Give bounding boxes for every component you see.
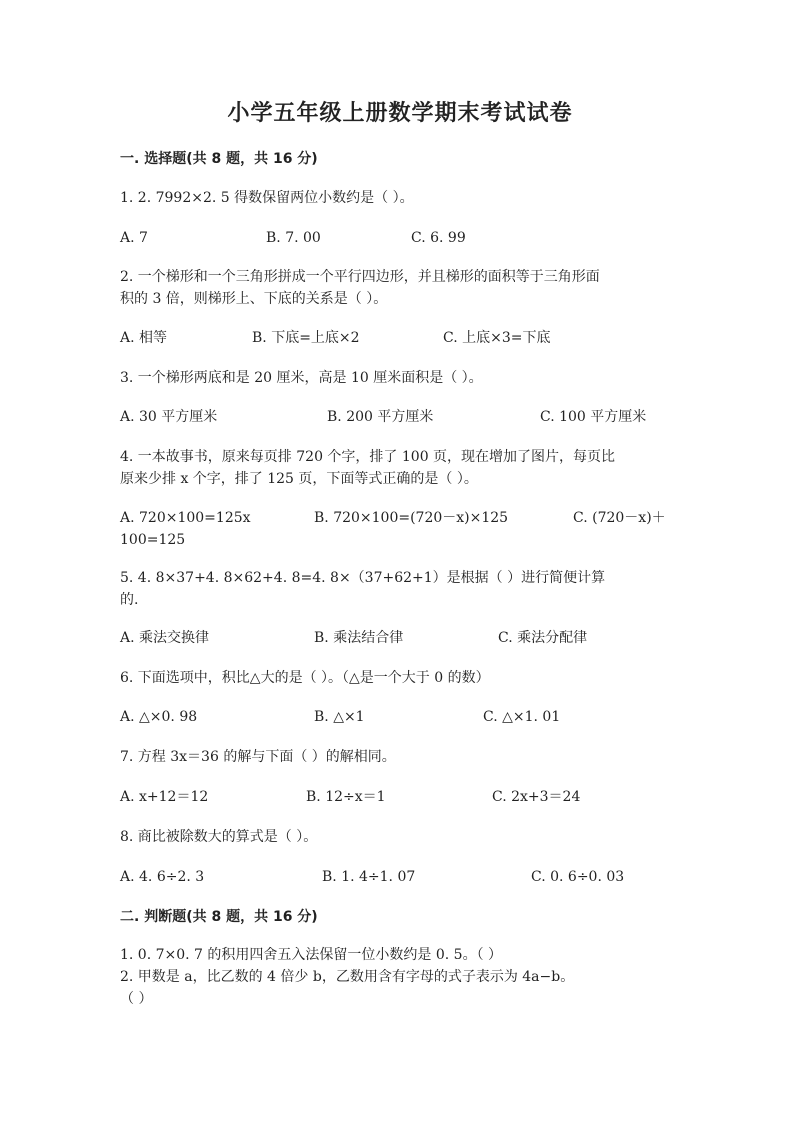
answer-blank: （ ） bbox=[120, 991, 153, 1007]
question-text: 4. 一本故事书，原来每页排 720 个字，排了 100 页，现在增加了图片，每页比 bbox=[120, 449, 616, 465]
option-c: C. 2x+3＝24 bbox=[492, 789, 581, 805]
question-text: 7. 方程 3x＝36 的解与下面（ ）的解相同。 bbox=[120, 749, 396, 765]
question-text: 2. 一个梯形和一个三角形拼成一个平行四边形，并且梯形的面积等于三角形面 bbox=[120, 269, 600, 285]
option-c: C. 100 平方厘米 bbox=[540, 409, 647, 425]
option-b: B. 200 平方厘米 bbox=[327, 409, 434, 425]
option-b: B. 乘法结合律 bbox=[314, 630, 404, 646]
option-b: B. 7. 00 bbox=[266, 230, 321, 246]
section-title-judge: 二. 判断题(共 8 题，共 16 分) bbox=[120, 909, 318, 925]
question-text: 6. 下面选项中，积比△大的是（ ）。（△是一个大于 0 的数） bbox=[120, 670, 490, 686]
option-c: C. △×1. 01 bbox=[483, 709, 561, 725]
option-a: A. △×0. 98 bbox=[120, 709, 198, 725]
option-a: A. x+12＝12 bbox=[120, 789, 209, 805]
question-text: 的. bbox=[120, 592, 139, 608]
page-title: 小学五年级上册数学期末考试试卷 bbox=[227, 101, 573, 126]
question-text: 原来少排 x 个字，排了 125 页，下面等式正确的是（ ）。 bbox=[120, 471, 478, 487]
question-text: 1. 0. 7×0. 7 的积用四舍五入法保留一位小数约是 0. 5。（ ） bbox=[120, 947, 503, 963]
option-a: A. 7 bbox=[120, 230, 148, 246]
option-c: C. 0. 6÷0. 03 bbox=[531, 869, 625, 885]
question-text: 5. 4. 8×37+4. 8×62+4. 8=4. 8×（37+62+1）是根据（ ）进行简便计算 bbox=[120, 570, 606, 586]
option-b: B. 1. 4÷1. 07 bbox=[322, 869, 416, 885]
option-a: A. 30 平方厘米 bbox=[120, 409, 218, 425]
question-text: 积的 3 倍，则梯形上、下底的关系是（ ）。 bbox=[120, 291, 388, 307]
option-a: A. 相等 bbox=[120, 330, 168, 346]
option-a: A. 720×100=125x bbox=[120, 510, 251, 526]
option-c: C. 上底×3=下底 bbox=[443, 330, 551, 346]
option-c: C. 乘法分配律 bbox=[498, 630, 588, 646]
option-a: A. 乘法交换律 bbox=[120, 630, 210, 646]
option-b: B. 12÷x＝1 bbox=[306, 789, 386, 805]
option-a: A. 4. 6÷2. 3 bbox=[120, 869, 205, 885]
question-text: 8. 商比被除数大的算式是（ ）。 bbox=[120, 829, 318, 845]
question-text: 3. 一个梯形两底和是 20 厘米，高是 10 厘米面积是（ ）。 bbox=[120, 370, 483, 386]
option-c: C. (720－x)＋ bbox=[573, 510, 666, 526]
section-title-choice: 一. 选择题(共 8 题，共 16 分) bbox=[120, 151, 318, 167]
question-text: 2. 甲数是 a，比乙数的 4 倍少 b，乙数用含有字母的式子表示为 4a−b。 bbox=[120, 969, 575, 985]
option-b: B. 下底=上底×2 bbox=[252, 330, 360, 346]
option-b: B. △×1 bbox=[314, 709, 365, 725]
option-c: C. 6. 99 bbox=[411, 230, 466, 246]
question-text: 1. 2. 7992×2. 5 得数保留两位小数约是（ ）。 bbox=[120, 190, 414, 206]
option-b: B. 720×100=(720－x)×125 bbox=[314, 510, 509, 526]
option-c-continued: 100=125 bbox=[120, 532, 186, 548]
